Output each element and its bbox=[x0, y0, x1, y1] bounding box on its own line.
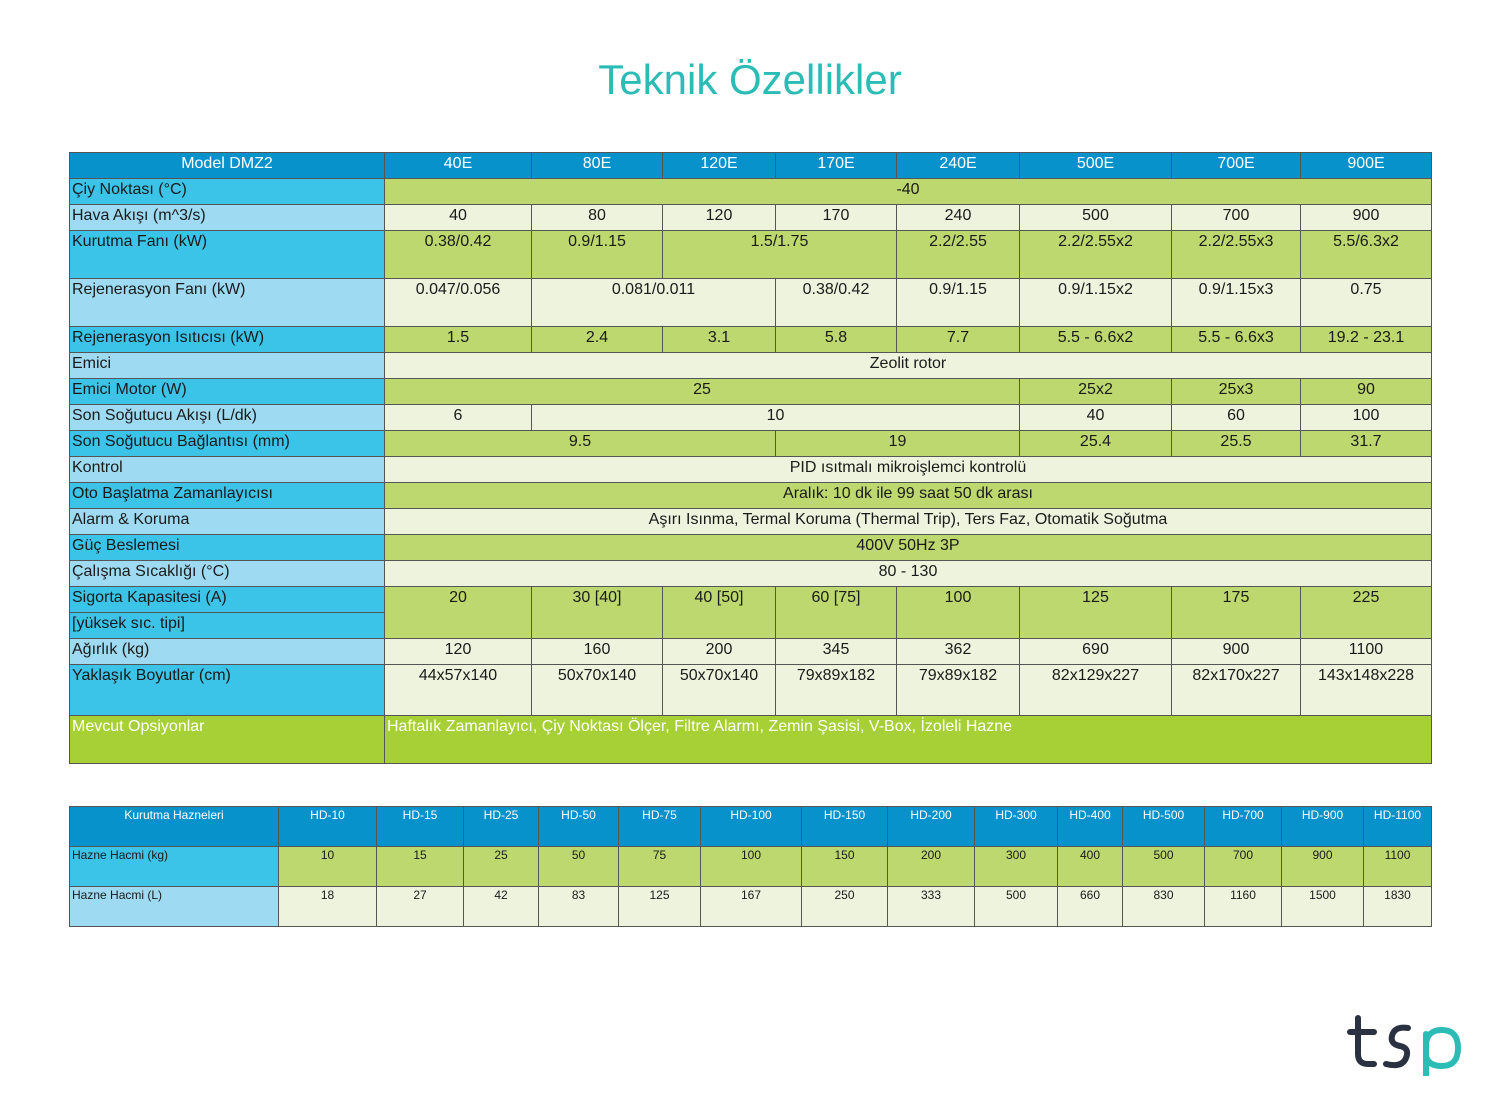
cell-value: PID ısıtmalı mikroişlemci kontrolü bbox=[385, 457, 1432, 483]
cell-value: 100 bbox=[897, 587, 1020, 639]
cell-value: 18 bbox=[279, 887, 377, 927]
cell-value: 80 - 130 bbox=[385, 561, 1432, 587]
hopper-header: Kurutma Hazneleri bbox=[70, 807, 279, 847]
cell-value: 50x70x140 bbox=[663, 665, 776, 716]
cell-value: 79x89x182 bbox=[776, 665, 897, 716]
hopper-header: HD-400 bbox=[1058, 807, 1123, 847]
row-aftercooler-conn bbox=[70, 431, 1432, 457]
cell-value: 333 bbox=[888, 887, 975, 927]
hopper-header: HD-1100 bbox=[1364, 807, 1432, 847]
cell-value: 44x57x140 bbox=[385, 665, 532, 716]
cell-value: 75 bbox=[619, 847, 701, 887]
cell-value: 160 bbox=[532, 639, 663, 665]
row-label: Ağırlık (kg) bbox=[70, 639, 385, 665]
cell-value: 5.8 bbox=[776, 327, 897, 353]
cell-value: 200 bbox=[663, 639, 776, 665]
cell-value: 830 bbox=[1123, 887, 1205, 927]
row-adsorbent bbox=[70, 353, 1432, 379]
row-label: Emici Motor (W) bbox=[70, 379, 385, 405]
hopper-header: HD-150 bbox=[802, 807, 888, 847]
cell-value: Aralık: 10 dk ile 99 saat 50 dk arası bbox=[385, 483, 1432, 509]
hopper-header: HD-500 bbox=[1123, 807, 1205, 847]
row-label: Rejenerasyon Fanı (kW) bbox=[70, 279, 385, 327]
cell-value: 25 bbox=[464, 847, 539, 887]
cell-value: Zeolit rotor bbox=[385, 353, 1432, 379]
cell-value: 25 bbox=[385, 379, 1020, 405]
hopper-header-row bbox=[70, 807, 1432, 847]
cell-value: 225 bbox=[1301, 587, 1432, 639]
cell-value: 900 bbox=[1301, 205, 1432, 231]
row-alarm bbox=[70, 509, 1432, 535]
cell-value: 1.5 bbox=[385, 327, 532, 353]
hopper-kg-row bbox=[70, 847, 1432, 887]
cell-value: 150 bbox=[802, 847, 888, 887]
cell-value: 79x89x182 bbox=[897, 665, 1020, 716]
row-label: Güç Beslemesi bbox=[70, 535, 385, 561]
row-air-flow bbox=[70, 205, 1432, 231]
row-aftercooler-flow bbox=[70, 405, 1432, 431]
row-regen-fan bbox=[70, 279, 1432, 327]
cell-value: 0.9/1.15x3 bbox=[1172, 279, 1301, 327]
cell-value: 900 bbox=[1172, 639, 1301, 665]
hopper-header: HD-700 bbox=[1205, 807, 1282, 847]
cell-value: 240 bbox=[897, 205, 1020, 231]
cell-value: 1500 bbox=[1282, 887, 1364, 927]
cell-value: 100 bbox=[701, 847, 802, 887]
header-240e: 240E bbox=[897, 153, 1020, 179]
cell-value: 700 bbox=[1172, 205, 1301, 231]
row-label: Alarm & Koruma bbox=[70, 509, 385, 535]
cell-value: 2.4 bbox=[532, 327, 663, 353]
cell-value: -40 bbox=[385, 179, 1432, 205]
cell-value: 30 [40] bbox=[532, 587, 663, 639]
cell-value: 175 bbox=[1172, 587, 1301, 639]
cell-value: 0.9/1.15x2 bbox=[1020, 279, 1172, 327]
header-170e: 170E bbox=[776, 153, 897, 179]
cell-value: 40 bbox=[1020, 405, 1172, 431]
hopper-header: HD-50 bbox=[539, 807, 619, 847]
cell-value: 90 bbox=[1301, 379, 1432, 405]
row-control bbox=[70, 457, 1432, 483]
cell-value: 500 bbox=[975, 887, 1058, 927]
cell-value: 6 bbox=[385, 405, 532, 431]
cell-value: 9.5 bbox=[385, 431, 776, 457]
cell-value: 82x129x227 bbox=[1020, 665, 1172, 716]
cell-value: 2.2/2.55x2 bbox=[1020, 231, 1172, 279]
cell-value: 3.1 bbox=[663, 327, 776, 353]
cell-value: 700 bbox=[1205, 847, 1282, 887]
cell-value: 1100 bbox=[1364, 847, 1432, 887]
header-700e: 700E bbox=[1172, 153, 1301, 179]
cell-value: 27 bbox=[377, 887, 464, 927]
row-drying-fan bbox=[70, 231, 1432, 279]
cell-value: 125 bbox=[1020, 587, 1172, 639]
cell-value: 19 bbox=[776, 431, 1020, 457]
cell-value: 42 bbox=[464, 887, 539, 927]
cell-value: 400V 50Hz 3P bbox=[385, 535, 1432, 561]
hopper-header: HD-300 bbox=[975, 807, 1058, 847]
cell-value: 10 bbox=[279, 847, 377, 887]
row-label: Sigorta Kapasitesi (A) bbox=[70, 587, 385, 613]
row-dimensions bbox=[70, 665, 1432, 716]
row-auto-start bbox=[70, 483, 1432, 509]
cell-value: 660 bbox=[1058, 887, 1123, 927]
cell-value: 5.5 - 6.6x2 bbox=[1020, 327, 1172, 353]
row-label: Son Soğutucu Bağlantısı (mm) bbox=[70, 431, 385, 457]
hopper-header: HD-10 bbox=[279, 807, 377, 847]
cell-value: 15 bbox=[377, 847, 464, 887]
cell-value: 19.2 - 23.1 bbox=[1301, 327, 1432, 353]
cell-value: 31.7 bbox=[1301, 431, 1432, 457]
hopper-header: HD-200 bbox=[888, 807, 975, 847]
hopper-liter-row bbox=[70, 887, 1432, 927]
spec-table bbox=[69, 152, 1432, 764]
cell-value: 25x2 bbox=[1020, 379, 1172, 405]
cell-value: 345 bbox=[776, 639, 897, 665]
cell-value: 5.5 - 6.6x3 bbox=[1172, 327, 1301, 353]
header-model: Model DMZ2 bbox=[70, 153, 385, 179]
cell-value: 690 bbox=[1020, 639, 1172, 665]
cell-value: Haftalık Zamanlayıcı, Çiy Noktası Ölçer, Filtre Alarmı, Zemin Şasisi, V-Box, İzoleli Hazne bbox=[385, 716, 1432, 764]
row-op-temp bbox=[70, 561, 1432, 587]
row-label: Hazne Hacmi (kg) bbox=[70, 847, 279, 887]
header-900e: 900E bbox=[1301, 153, 1432, 179]
row-label: Rejenerasyon Isıtıcısı (kW) bbox=[70, 327, 385, 353]
row-label: Emici bbox=[70, 353, 385, 379]
cell-value: 362 bbox=[897, 639, 1020, 665]
row-fuse bbox=[70, 587, 1432, 613]
cell-value: 200 bbox=[888, 847, 975, 887]
row-label: [yüksek sıc. tipi] bbox=[70, 613, 385, 639]
cell-value: 7.7 bbox=[897, 327, 1020, 353]
cell-value: 20 bbox=[385, 587, 532, 639]
cell-value: 0.047/0.056 bbox=[385, 279, 532, 327]
cell-value: 0.9/1.15 bbox=[897, 279, 1020, 327]
cell-value: 1.5/1.75 bbox=[663, 231, 897, 279]
cell-value: 5.5/6.3x2 bbox=[1301, 231, 1432, 279]
cell-value: 83 bbox=[539, 887, 619, 927]
page-title: Teknik Özellikler bbox=[598, 56, 902, 103]
cell-value: 0.75 bbox=[1301, 279, 1432, 327]
cell-value: 500 bbox=[1123, 847, 1205, 887]
row-label: Çalışma Sıcaklığı (°C) bbox=[70, 561, 385, 587]
row-label: Çiy Noktası (°C) bbox=[70, 179, 385, 205]
row-power bbox=[70, 535, 1432, 561]
cell-value: 0.9/1.15 bbox=[532, 231, 663, 279]
cell-value: 0.081/0.011 bbox=[532, 279, 776, 327]
row-options bbox=[70, 716, 1432, 764]
row-weight bbox=[70, 639, 1432, 665]
cell-value: 40 [50] bbox=[663, 587, 776, 639]
cell-value: 60 [75] bbox=[776, 587, 897, 639]
cell-value: 250 bbox=[802, 887, 888, 927]
row-label: Hazne Hacmi (L) bbox=[70, 887, 279, 927]
cell-value: 120 bbox=[385, 639, 532, 665]
cell-value: Aşırı Isınma, Termal Koruma (Thermal Trip), Ters Faz, Otomatik Soğutma bbox=[385, 509, 1432, 535]
cell-value: 50x70x140 bbox=[532, 665, 663, 716]
cell-value: 1830 bbox=[1364, 887, 1432, 927]
cell-value: 0.38/0.42 bbox=[385, 231, 532, 279]
hopper-header: HD-900 bbox=[1282, 807, 1364, 847]
header-80e: 80E bbox=[532, 153, 663, 179]
row-label: Yaklaşık Boyutlar (cm) bbox=[70, 665, 385, 716]
hopper-table bbox=[69, 806, 1432, 927]
cell-value: 400 bbox=[1058, 847, 1123, 887]
hopper-header: HD-25 bbox=[464, 807, 539, 847]
cell-value: 500 bbox=[1020, 205, 1172, 231]
header-500e: 500E bbox=[1020, 153, 1172, 179]
row-regen-heater bbox=[70, 327, 1432, 353]
row-label: Hava Akışı (m^3/s) bbox=[70, 205, 385, 231]
row-dew-point bbox=[70, 179, 1432, 205]
hopper-header: HD-100 bbox=[701, 807, 802, 847]
header-40e: 40E bbox=[385, 153, 532, 179]
row-adsorbent-motor bbox=[70, 379, 1432, 405]
hopper-header: HD-75 bbox=[619, 807, 701, 847]
row-label: Kontrol bbox=[70, 457, 385, 483]
cell-value: 900 bbox=[1282, 847, 1364, 887]
row-label: Son Soğutucu Akışı (L/dk) bbox=[70, 405, 385, 431]
cell-value: 2.2/2.55x3 bbox=[1172, 231, 1301, 279]
cell-value: 25x3 bbox=[1172, 379, 1301, 405]
row-label: Mevcut Opsiyonlar bbox=[70, 716, 385, 764]
cell-value: 82x170x227 bbox=[1172, 665, 1301, 716]
cell-value: 25.4 bbox=[1020, 431, 1172, 457]
cell-value: 120 bbox=[663, 205, 776, 231]
cell-value: 170 bbox=[776, 205, 897, 231]
cell-value: 50 bbox=[539, 847, 619, 887]
cell-value: 1160 bbox=[1205, 887, 1282, 927]
header-120e: 120E bbox=[663, 153, 776, 179]
cell-value: 0.38/0.42 bbox=[776, 279, 897, 327]
row-label: Kurutma Fanı (kW) bbox=[70, 231, 385, 279]
cell-value: 80 bbox=[532, 205, 663, 231]
cell-value: 125 bbox=[619, 887, 701, 927]
cell-value: 300 bbox=[975, 847, 1058, 887]
tsp-logo bbox=[1346, 1012, 1466, 1076]
cell-value: 2.2/2.55 bbox=[897, 231, 1020, 279]
hopper-header: HD-15 bbox=[377, 807, 464, 847]
cell-value: 100 bbox=[1301, 405, 1432, 431]
cell-value: 167 bbox=[701, 887, 802, 927]
cell-value: 10 bbox=[532, 405, 1020, 431]
row-label: Oto Başlatma Zamanlayıcısı bbox=[70, 483, 385, 509]
cell-value: 40 bbox=[385, 205, 532, 231]
spec-header-row bbox=[70, 153, 1432, 179]
cell-value: 1100 bbox=[1301, 639, 1432, 665]
cell-value: 25.5 bbox=[1172, 431, 1301, 457]
cell-value: 143x148x228 bbox=[1301, 665, 1432, 716]
cell-value: 60 bbox=[1172, 405, 1301, 431]
